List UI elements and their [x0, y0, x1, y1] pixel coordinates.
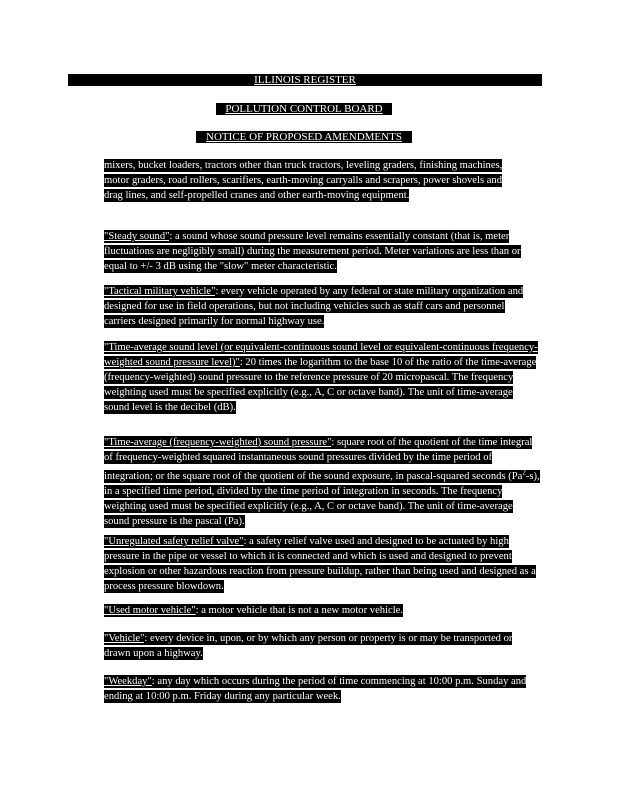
definition-term: "Time-average (frequency-weighted) sound pressure" — [104, 437, 332, 448]
definition-term: "Steady sound" — [104, 231, 170, 242]
paragraph-text: mixers, bucket loaders, tractors other than truck tractors, leveling graders, finishing machines, motor graders, road rollers, scarifiers, earth-moving carryalls and scrapers, power shovels and drag lines, and self-propelled cranes and other earth-moving equipment. — [104, 160, 503, 201]
definition-term: "Weekday" — [104, 676, 152, 687]
definition-text-part-1: : square root of the quotient of the time integral of frequency-weighted squared instantaneous sound pressures divided by the time period of integration; or the square root of the quotient of the sound exposure, in pascal-squared seconds (Pa — [104, 437, 533, 482]
definition-text: : a sound whose sound pressure level remains essentially constant (that is, meter fluctuations are negligibly small) during the measurement period. Meter variations are less than or equal to +/- 3 dB using the "slow" meter characteristic. — [104, 231, 521, 272]
definition-text: : every device in, upon, or by which any person or property is or may be transported or drawn upon a highway. — [104, 633, 513, 659]
definition-text-part-2: -s), in a specified time period, divided by the time period of integration in seconds. The frequency weighting used must be specified explicitly (e.g., A, C or octave band). The unit of time-average sound pressure is the pascal (Pa). — [104, 470, 540, 527]
definition-steady-sound — [104, 229, 542, 274]
definition-vehicle — [104, 631, 514, 661]
definition-unregulated-safety-relief-valve — [104, 534, 542, 594]
definition-text: : a safety relief valve used and designed to be actuated by high pressure in the pipe or vessel to which it is connected and which is used and designed to prevent explosion or other hazardous reaction from pressure buildup, rather than being used and designed as a process pressure blowdown. — [104, 536, 536, 592]
definition-time-average-sound-level — [104, 340, 538, 415]
definition-term: "Tactical military vehicle" — [104, 286, 216, 297]
definition-used-motor-vehicle — [104, 603, 542, 618]
definition-term: "Time-average sound level (or equivalent-continuous sound level or equivalent-continuous frequency-weighted sound pressure level)" — [104, 342, 538, 368]
definition-term: "Unregulated safety relief valve" — [104, 536, 244, 547]
superscript: 2 — [522, 468, 526, 476]
board-title: POLLUTION CONTROL BOARD — [216, 103, 392, 115]
definition-weekday — [104, 674, 536, 704]
definition-text: : every vehicle operated by any federal or state military organization and designed for use in field operations, but not including vehicles such as staff cars and personnel carriers designed primarily for normal highway use. — [104, 286, 524, 327]
definition-text: : any day which occurs during the period of time commencing at 10:00 p.m. Sunday and ending at 10:00 p.m. Friday during any particular week. — [104, 676, 527, 702]
paragraph-equipment-continued — [104, 158, 522, 203]
notice-title: NOTICE OF PROPOSED AMENDMENTS — [196, 131, 412, 143]
definition-term: "Used motor vehicle" — [104, 605, 196, 616]
definition-text: : 20 times the logarithm to the base 10 of the ratio of the time-average (frequency-weighted) sound pressure to the reference pressure of 20 micropascal. The frequency weighting used must be specified explicitly (e.g., A, C or octave band). The unit of time-average sound level is the decibel (dB). — [104, 357, 537, 413]
register-title: ILLINOIS REGISTER — [68, 74, 542, 86]
definition-text: : a motor vehicle that is not a new motor vehicle. — [195, 605, 404, 616]
definition-tactical-military-vehicle — [104, 284, 532, 329]
definition-term: "Vehicle" — [104, 633, 145, 644]
definition-time-average-sound-pressure — [104, 435, 540, 529]
